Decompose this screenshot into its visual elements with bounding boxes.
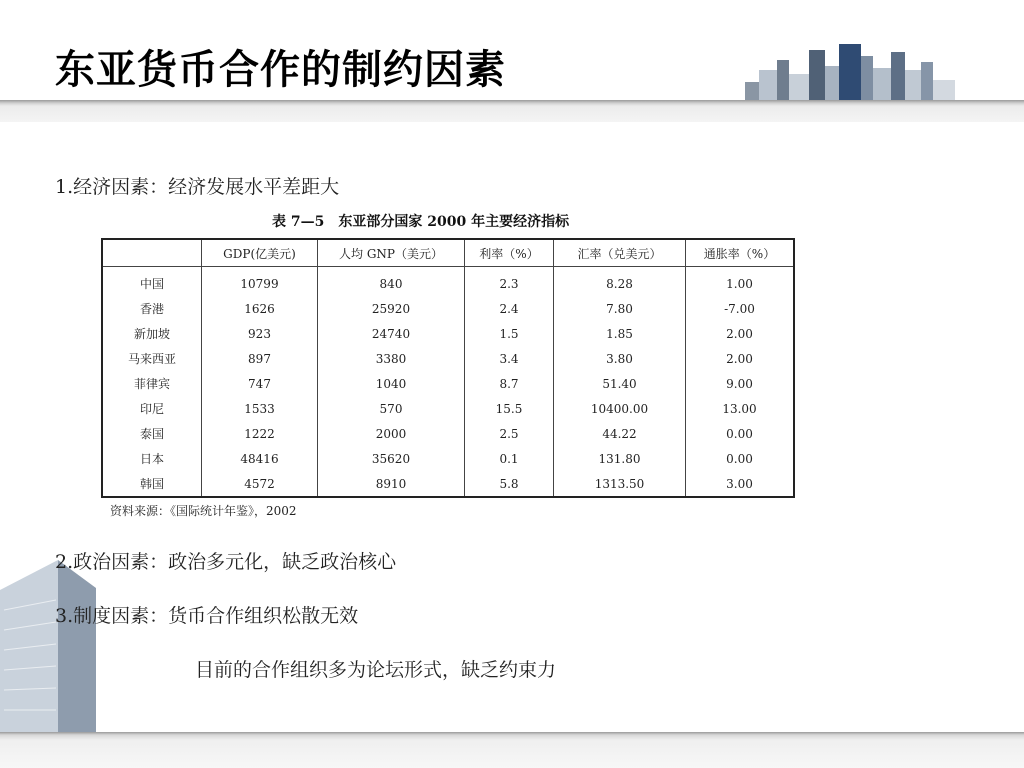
table-cell: 8.28	[554, 267, 686, 297]
economic-indicators-table	[101, 238, 795, 498]
table-cell: 韩国	[139, 477, 164, 491]
table-cell: 10400.00	[554, 396, 686, 421]
table-cell: 新加坡	[133, 327, 170, 341]
table-cell: 0.00	[686, 421, 795, 446]
header-cell-inflation: 通胀率（%）	[686, 239, 795, 267]
table-row	[102, 421, 794, 446]
table-cell: 1626	[202, 296, 318, 321]
header-cell-interest-rate: 利率（%）	[465, 239, 554, 267]
table-cell: 51.40	[554, 371, 686, 396]
table-cell: 13.00	[686, 396, 795, 421]
table-cell: 印尼	[139, 402, 164, 416]
footer-divider	[0, 732, 1024, 768]
table-cell: 24740	[318, 321, 465, 346]
table-cell: 840	[318, 267, 465, 297]
table-cell: 3.80	[554, 346, 686, 371]
table-cell: 2.00	[686, 321, 795, 346]
table-row	[102, 471, 794, 497]
table-row	[102, 371, 794, 396]
table-row	[102, 296, 794, 321]
table-cell: 0.00	[686, 446, 795, 471]
table-row	[102, 446, 794, 471]
table-cell: 923	[202, 321, 318, 346]
tower-image	[0, 560, 100, 732]
header-cell-country	[102, 239, 202, 267]
table-cell: 3.4	[465, 346, 554, 371]
table-cell: 2.5	[465, 421, 554, 446]
table-cell: 中国	[139, 277, 164, 291]
table-cell: 9.00	[686, 371, 795, 396]
table-row	[102, 321, 794, 346]
table-cell: 2.3	[465, 267, 554, 297]
point-economic: 1.经济因素：经济发展水平差距大	[55, 176, 340, 198]
table-cell: 1.85	[554, 321, 686, 346]
table-cell: 8.7	[465, 371, 554, 396]
table-body	[102, 267, 794, 498]
table-row	[102, 396, 794, 421]
header-cell-gdp: GDP(亿美元)	[202, 239, 318, 267]
table-cell: 1.00	[686, 267, 795, 297]
table-cell: 35620	[318, 446, 465, 471]
table-cell: 7.80	[554, 296, 686, 321]
table-cell: 15.5	[465, 396, 554, 421]
table-cell: 2000	[318, 421, 465, 446]
table-cell: 马来西亚	[127, 352, 176, 366]
point-political: 2.政治因素：政治多元化，缺乏政治核心	[55, 551, 397, 573]
table-row	[102, 346, 794, 371]
table-header-row	[102, 239, 794, 267]
point-institutional-detail: 目前的合作组织多为论坛形式，缺乏约束力	[195, 659, 557, 681]
table-cell: 2.4	[465, 296, 554, 321]
table-cell: 3380	[318, 346, 465, 371]
header-divider	[0, 100, 1024, 122]
table-cell: 48416	[202, 446, 318, 471]
table-caption: 表 7—5 东亚部分国家 2000 年主要经济指标	[272, 214, 570, 230]
table-source: 资料来源：《国际统计年鉴》，2002	[110, 504, 297, 518]
table-cell: 1.5	[465, 321, 554, 346]
table-cell: 1533	[202, 396, 318, 421]
table-cell: 3.00	[686, 471, 795, 497]
skyline-image	[735, 40, 975, 104]
table-cell: 25920	[318, 296, 465, 321]
table-cell: 131.80	[554, 446, 686, 471]
point-institutional: 3.制度因素：货币合作组织松散无效	[55, 605, 359, 627]
table-cell: 泰国	[139, 427, 164, 441]
table-row	[102, 267, 794, 297]
table-cell: 44.22	[554, 421, 686, 446]
table-cell: 8910	[318, 471, 465, 497]
table-cell: 747	[202, 371, 318, 396]
table-cell: 4572	[202, 471, 318, 497]
table-cell: 菲律宾	[133, 377, 170, 391]
table-cell: -7.00	[686, 296, 795, 321]
table-cell: 香港	[139, 302, 164, 316]
table-cell: 1222	[202, 421, 318, 446]
table-cell: 日本	[139, 452, 164, 466]
table-cell: 570	[318, 396, 465, 421]
table-cell: 897	[202, 346, 318, 371]
slide-title: 东亚货币合作的制约因素	[55, 47, 506, 93]
table-cell: 5.8	[465, 471, 554, 497]
table-cell: 1313.50	[554, 471, 686, 497]
table-cell: 2.00	[686, 346, 795, 371]
table-cell: 10799	[202, 267, 318, 297]
header-cell-gnp: 人均 GNP（美元）	[318, 239, 465, 267]
table-cell: 0.1	[465, 446, 554, 471]
table-cell: 1040	[318, 371, 465, 396]
header-cell-exchange-rate: 汇率（兑美元）	[554, 239, 686, 267]
